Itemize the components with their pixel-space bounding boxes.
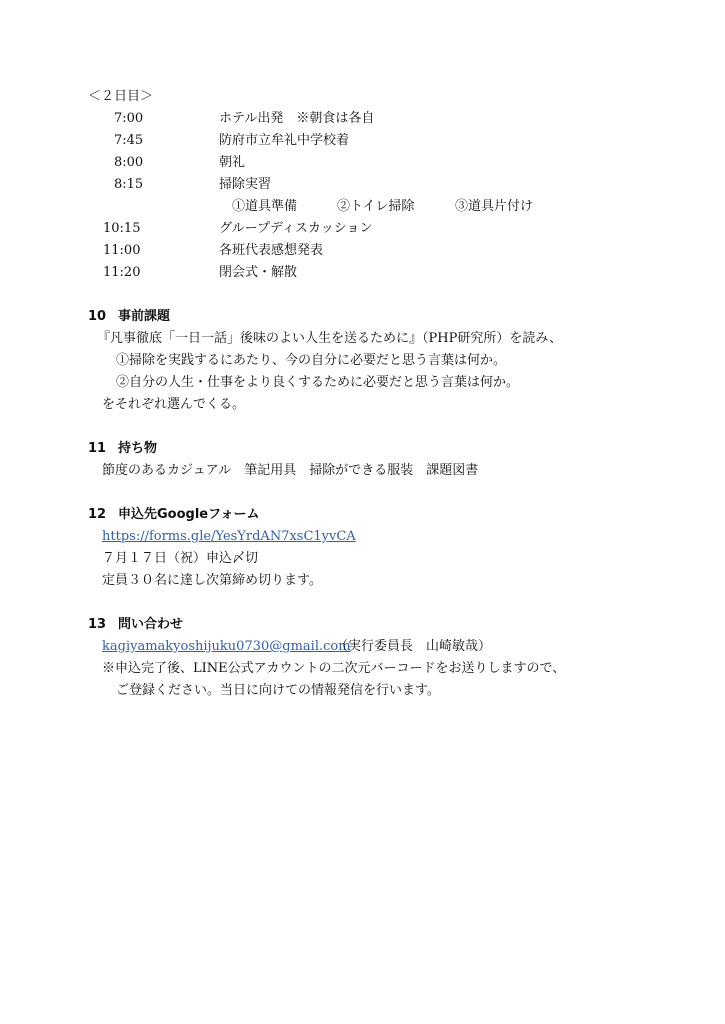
schedule-time: 8:00 xyxy=(114,155,144,170)
section-number: 11 xyxy=(88,441,107,456)
capacity-text: 定員３０名に達し次第締め切ります。 xyxy=(102,573,322,588)
schedule-time: 10:15 xyxy=(103,221,141,236)
assignment-question-1: ①掃除を実践するにあたり、今の自分に必要だと思う言葉は何か。 xyxy=(116,353,507,368)
schedule-time: 8:15 xyxy=(114,177,144,192)
google-form-link[interactable]: https://forms.gle/YesYrdAN7xsC1yvCA xyxy=(102,529,356,544)
contact-email-link[interactable]: kagiyamakyoshijuku0730@gmail.com xyxy=(102,639,351,654)
subtask-item: ③道具片付け xyxy=(455,199,534,214)
schedule-desc: ホテル出発 ※朝食は各自 xyxy=(219,111,375,126)
schedule-desc: グループディスカッション xyxy=(219,221,373,236)
schedule-time: 7:45 xyxy=(114,133,144,148)
schedule-desc: 各班代表感想発表 xyxy=(219,243,324,258)
schedule-desc: 防府市立牟礼中学校着 xyxy=(219,133,350,148)
subtask-item: ②トイレ掃除 xyxy=(337,199,415,214)
day2-heading: ＜２日目＞ xyxy=(88,89,154,104)
subtask-item: ①道具準備 xyxy=(232,199,298,214)
section-title: 持ち物 xyxy=(118,441,158,456)
section-title: 申込先Googleフォーム xyxy=(118,507,260,522)
schedule-desc: 朝礼 xyxy=(219,155,246,170)
schedule-time: 7:00 xyxy=(114,111,144,126)
assignment-question-2: ②自分の人生・仕事をより良くするために必要だと思う言葉は何か。 xyxy=(116,375,520,390)
contact-person: （実行委員長 山崎敏哉） xyxy=(335,639,492,654)
schedule-time: 11:00 xyxy=(103,243,141,258)
note-line: ご登録ください。当日に向けての情報発信を行います。 xyxy=(116,683,440,698)
section-number: 12 xyxy=(88,507,107,522)
assignment-instruction: をそれぞれ選んでくる。 xyxy=(102,397,246,412)
section-number: 13 xyxy=(88,617,107,632)
schedule-desc: 閉会式・解散 xyxy=(219,265,298,280)
section-title: 問い合わせ xyxy=(118,617,184,632)
note-line: ※申込完了後、LINE公式アカウントの二次元バーコードをお送りしますので、 xyxy=(102,661,566,676)
belongings-line: 節度のあるカジュアル 筆記用具 掃除ができる服装 課題図書 xyxy=(102,463,479,478)
assignment-book-line: 『凡事徹底「一日一話」後味のよい人生を送るために』（PHP研究所）を読み、 xyxy=(97,331,563,346)
deadline-text: ７月１７日（祝）申込〆切 xyxy=(102,551,259,566)
section-number: 10 xyxy=(88,309,107,324)
section-title: 事前課題 xyxy=(118,309,171,324)
schedule-time: 11:20 xyxy=(103,265,141,280)
schedule-desc: 掃除実習 xyxy=(219,177,272,192)
